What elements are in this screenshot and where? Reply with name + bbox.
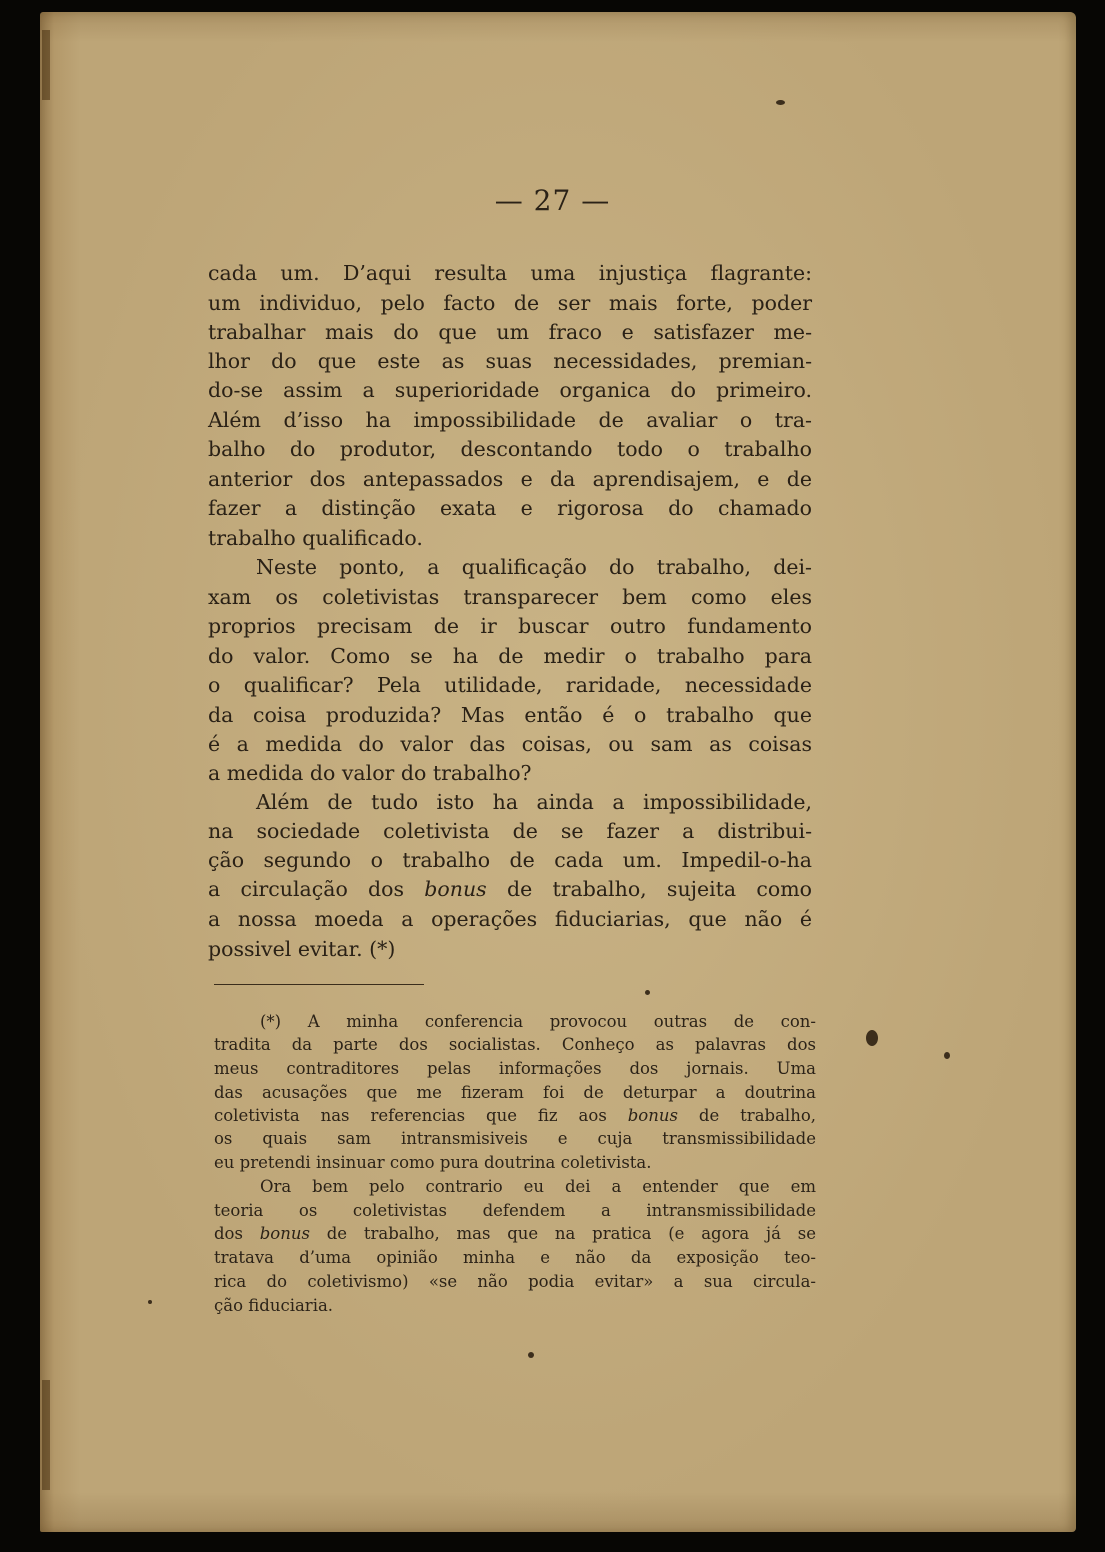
body-line: Além d’isso ha impossibilidade de avaliar o tra- <box>208 408 812 432</box>
footnote-line: ção fiduciaria. <box>214 1296 334 1315</box>
body-line: é a medida do valor das coisas, ou sam as coisas <box>208 732 812 756</box>
italic-term: bonus <box>424 877 487 901</box>
page-number: — 27 — <box>494 184 611 217</box>
ink-speck <box>528 1352 534 1358</box>
body-line: trabalho qualificado. <box>208 526 423 550</box>
body-line: trabalhar mais do que um fraco e satisfazer me- <box>208 320 812 344</box>
footnote-line: rica do coletivismo) «se não podia evitar» a sua circula- <box>214 1272 816 1291</box>
italic-term: bonus <box>627 1106 678 1125</box>
body-text: a circulação dos <box>208 877 425 901</box>
italic-term: bonus <box>259 1224 310 1243</box>
footnote-text: de trabalho, <box>677 1106 817 1125</box>
body-line: cada um. D’aqui resulta uma injustiça flagrante: <box>208 261 812 285</box>
body-line: Além de tudo isto ha ainda a impossibilidade, <box>256 790 812 814</box>
body-line: proprios precisam de ir buscar outro fundamento <box>208 614 812 638</box>
footnote-line: os quais sam intransmisiveis e cuja transmissibilidade <box>214 1129 816 1148</box>
body-line: lhor do que este as suas necessidades, premian- <box>208 349 812 373</box>
footnote-line <box>214 1222 816 1246</box>
footnote-rule <box>214 984 424 985</box>
footnote-line: meus contraditores pelas informações dos jornais. Uma <box>214 1059 816 1078</box>
ink-speck <box>866 1030 878 1046</box>
body-line: Neste ponto, a qualificação do trabalho, dei- <box>256 555 812 579</box>
ink-speck <box>148 1300 152 1304</box>
body-line <box>208 874 812 904</box>
body-line: um individuo, pelo facto de ser mais forte, poder <box>208 291 812 315</box>
footnote-line: (*) A minha conferencia provocou outras de con- <box>260 1012 816 1031</box>
spine-shadow <box>42 30 50 100</box>
body-line: balho do produtor, descontando todo o trabalho <box>208 437 812 461</box>
body-line: da coisa produzida? Mas então é o trabalho que <box>208 703 812 727</box>
body-line: xam os coletivistas transparecer bem como eles <box>208 585 812 609</box>
footnote-line: tradita da parte dos socialistas. Conheço as palavras dos <box>214 1035 816 1054</box>
body-line: fazer a distinção exata e rigorosa do chamado <box>208 496 812 520</box>
body-line: na sociedade coletivista de se fazer a distribui- <box>208 819 812 843</box>
body-line: possivel evitar. (*) <box>208 937 396 961</box>
body-line: a nossa moeda a operações fiduciarias, que não é <box>208 907 812 931</box>
footnote-line: eu pretendi insinuar como pura doutrina coletivista. <box>214 1153 652 1172</box>
body-line: do-se assim a superioridade organica do primeiro. <box>208 378 812 402</box>
body-line: o qualificar? Pela utilidade, raridade, necessidade <box>208 673 812 697</box>
footnote-line: Ora bem pelo contrario eu dei a entender que em <box>260 1177 816 1196</box>
footnote-text: dos <box>214 1224 260 1243</box>
body-line: a medida do valor do trabalho? <box>208 761 532 785</box>
spine-shadow <box>42 1380 50 1490</box>
body-line: anterior dos antepassados e da aprendisajem, e de <box>208 467 812 491</box>
body-line: do valor. Como se ha de medir o trabalho para <box>208 644 812 668</box>
footnote-text: coletivista nas referencias que fiz aos <box>214 1106 628 1125</box>
body-text: de trabalho, sujeita como <box>486 877 812 901</box>
footnote-text: de trabalho, mas que na pratica (e agora já se <box>309 1224 816 1243</box>
footnote-line: tratava d’uma opinião minha e não da exposição teo- <box>214 1248 816 1267</box>
footnote-line: das acusações que me fizeram foi de deturpar a doutrina <box>214 1083 816 1102</box>
footnote-line: teoria os coletivistas defendem a intransmissibilidade <box>214 1201 816 1220</box>
ink-speck <box>776 100 785 105</box>
footnote-line <box>214 1104 816 1128</box>
ink-speck <box>944 1052 950 1059</box>
body-line: ção segundo o trabalho de cada um. Impedil-o-ha <box>208 848 812 872</box>
ink-speck <box>645 990 650 995</box>
